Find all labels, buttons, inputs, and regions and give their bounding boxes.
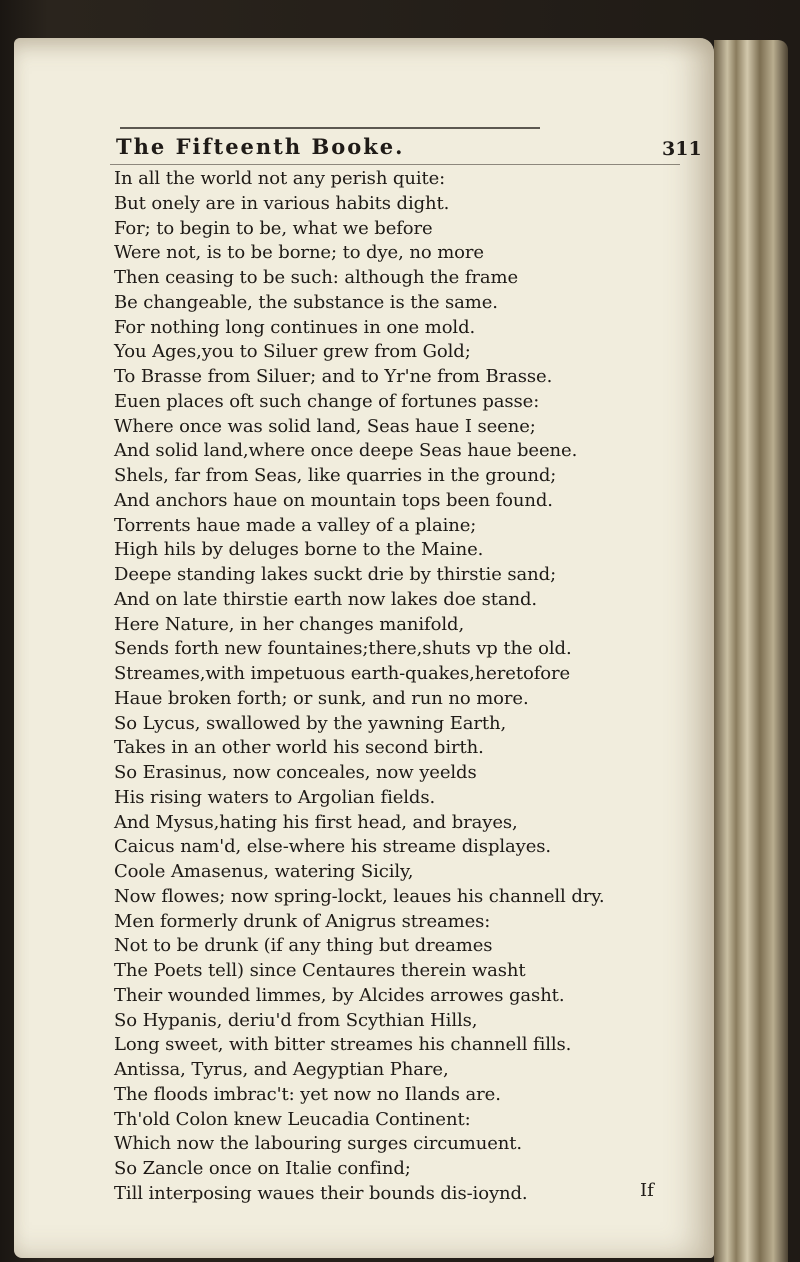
verse-line: Deepe standing lakes suckt drie by thirstie sand; bbox=[114, 564, 557, 585]
verse-line: Not to be drunk (if any thing but dreames bbox=[114, 935, 493, 957]
verse-line: Their wounded limmes, by Alcides arrowes gasht. bbox=[114, 984, 565, 1006]
verse-line: So Lycus, swallowed by the yawning Earth, bbox=[114, 712, 507, 734]
verse-line: Antissa, Tyrus, and Aegyptian Phare, bbox=[114, 1059, 449, 1080]
verse-line: Caicus nam'd, else-where his streame displayes. bbox=[114, 836, 552, 858]
verse-line: And Mysus,hating his first head, and brayes, bbox=[114, 811, 518, 833]
verse-line: Men formerly drunk of Anigrus streames: bbox=[114, 910, 491, 932]
header-rule bbox=[120, 127, 540, 129]
verse-line: But onely are in various habits dight. bbox=[114, 192, 450, 214]
verse-line: So Hypanis, deriu'd from Scythian Hills, bbox=[114, 1009, 478, 1031]
header-underline bbox=[110, 164, 680, 165]
verse-line: His rising waters to Argolian fields. bbox=[114, 786, 436, 808]
verse-line: Euen places oft such change of fortunes passe: bbox=[114, 390, 540, 412]
verse-line: Takes in an other world his second birth. bbox=[114, 737, 484, 759]
verse-line: In all the world not any perish quite: bbox=[114, 168, 446, 189]
verse-line: And solid land,where once deepe Seas haue beene. bbox=[114, 440, 578, 462]
verse-line: Now flowes; now spring-lockt, leaues his channell dry. bbox=[114, 885, 605, 907]
verse-line: Here Nature, in her changes manifold, bbox=[114, 613, 465, 635]
verse-line: Sends forth new fountaines;there,shuts vp the old. bbox=[114, 638, 572, 660]
verse-line: Streames,with impetuous earth-quakes,heretofore bbox=[114, 663, 571, 684]
verse-line: And on late thirstie earth now lakes doe stand. bbox=[114, 588, 538, 610]
verse-line: The floods imbrac't: yet now no Ilands are. bbox=[114, 1083, 501, 1105]
verse-line: Where once was solid land, Seas haue I seene; bbox=[114, 415, 536, 437]
catchword: If bbox=[640, 1180, 654, 1201]
verse-line: Torrents haue made a valley of a plaine; bbox=[114, 514, 477, 536]
verse-line: Long sweet, with bitter streames his channell fills. bbox=[114, 1034, 572, 1056]
verse-line: You Ages,you to Siluer grew from Gold; bbox=[114, 341, 471, 363]
verse-line: So Erasinus, now conceales, now yeelds bbox=[114, 762, 477, 783]
verse-line: And anchors haue on mountain tops been found. bbox=[114, 489, 553, 511]
verse-line: Haue broken forth; or sunk, and run no more. bbox=[114, 687, 529, 709]
verse-line: To Brasse from Siluer; and to Yr'ne from Brasse. bbox=[114, 366, 553, 387]
verse-line: Th'old Colon knew Leucadia Continent: bbox=[114, 1108, 471, 1130]
verse-line: High hils by deluges borne to the Maine. bbox=[114, 539, 484, 561]
verse-line: Till interposing waues their bounds dis-ioynd. bbox=[114, 1182, 528, 1204]
verse-line: Were not, is to be borne; to dye, no more bbox=[114, 242, 484, 264]
verse-line: For nothing long continues in one mold. bbox=[114, 316, 476, 338]
page-number: 311 bbox=[662, 138, 702, 160]
verse-line: Which now the labouring surges circumuent. bbox=[114, 1133, 522, 1155]
verse-text bbox=[114, 167, 694, 1207]
verse-line: Be changeable, the substance is the same. bbox=[114, 291, 498, 313]
verse-line: Shels, far from Seas, like quarries in the ground; bbox=[114, 465, 557, 486]
verse-line: For; to begin to be, what we before bbox=[114, 217, 433, 239]
verse-line: Coole Amasenus, watering Sicily, bbox=[114, 861, 414, 882]
verse-line: The Poets tell) since Centaures therein washt bbox=[114, 960, 526, 981]
running-head: The Fifteenth Booke. bbox=[116, 134, 405, 159]
page-edge bbox=[714, 40, 788, 1262]
verse-line: Then ceasing to be such: although the frame bbox=[114, 267, 519, 288]
verse-line: So Zancle once on Italie confind; bbox=[114, 1158, 411, 1179]
